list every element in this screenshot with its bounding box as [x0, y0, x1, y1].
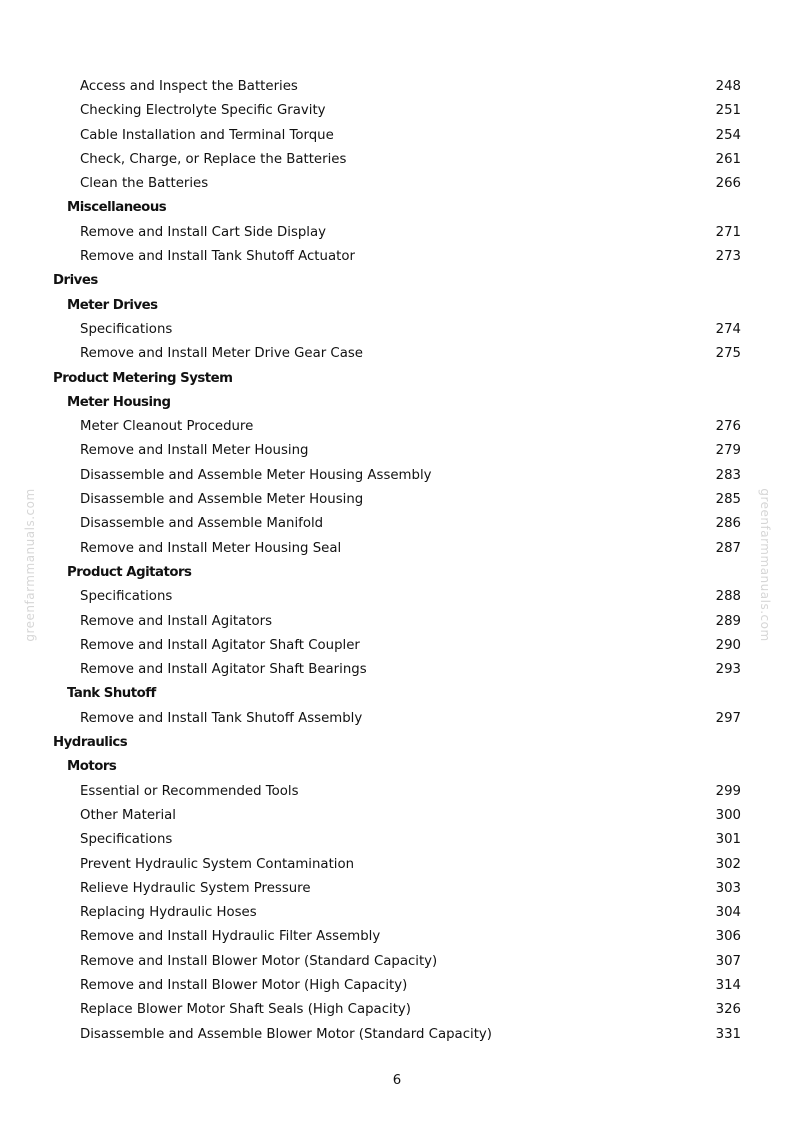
toc-entry-page-number: 304 — [715, 905, 741, 921]
toc-entry-page-number: 289 — [715, 613, 741, 629]
toc-entry[interactable] — [0, 439, 794, 463]
toc-entry[interactable] — [0, 221, 794, 245]
toc-entry-title: Disassemble and Assemble Meter Housing — [80, 492, 364, 508]
toc-entry-title: Product Metering System — [53, 370, 233, 386]
toc-entry-title: Miscellaneous — [67, 200, 167, 216]
toc-entry-page-number: 276 — [715, 419, 741, 435]
toc-entry-title: Tank Shutoff — [67, 686, 156, 702]
toc-entry-page-number: 302 — [715, 856, 741, 872]
toc-entry-title: Remove and Install Cart Side Display — [80, 224, 327, 240]
toc-entry-page-number: 287 — [715, 540, 741, 556]
toc-entry-page-number: 301 — [715, 832, 741, 848]
toc-entry[interactable] — [0, 634, 794, 658]
toc-entry-page-number: 299 — [715, 783, 741, 799]
toc-entry-page-number: 306 — [715, 929, 741, 945]
toc-entry[interactable] — [0, 99, 794, 123]
toc-entry[interactable] — [0, 172, 794, 196]
toc-entry-page-number: 261 — [715, 151, 741, 167]
toc-entry[interactable] — [0, 148, 794, 172]
toc-entry-page-number: 288 — [715, 589, 741, 605]
toc-entry[interactable] — [0, 464, 794, 488]
toc-entry[interactable] — [0, 998, 794, 1022]
toc-entry-title: Replacing Hydraulic Hoses — [80, 905, 257, 921]
watermark-left: greenfarmmanuals.com — [23, 488, 37, 642]
toc-entry-title: Essential or Recommended Tools — [80, 783, 299, 799]
toc-entry-page-number: 331 — [715, 1026, 741, 1042]
toc-entry-title: Replace Blower Motor Shaft Seals (High Capacity) — [80, 1002, 411, 1018]
toc-entry[interactable] — [0, 488, 794, 512]
toc-entry-title: Remove and Install Tank Shutoff Actuator — [80, 249, 355, 265]
toc-section-heading — [0, 731, 794, 755]
toc-entry-page-number: 279 — [715, 443, 741, 459]
toc-subsection-heading — [0, 294, 794, 318]
toc-subsection-heading — [0, 561, 794, 585]
toc-entry[interactable] — [0, 610, 794, 634]
toc-entry-title: Motors — [67, 759, 117, 775]
toc-entry-title: Specifications — [80, 589, 173, 605]
toc-entry-page-number: 283 — [715, 467, 741, 483]
toc-entry[interactable] — [0, 124, 794, 148]
toc-entry-title: Clean the Batteries — [80, 176, 209, 192]
toc-entry-page-number: 307 — [715, 953, 741, 969]
toc-entry-title: Remove and Install Blower Motor (Standard Capacity) — [80, 953, 438, 969]
toc-entry-title: Prevent Hydraulic System Contamination — [80, 856, 355, 872]
toc-entry-title: Specifications — [80, 321, 173, 337]
toc-entry-page-number: 274 — [715, 321, 741, 337]
toc-entry-page-number: 286 — [715, 516, 741, 532]
toc-entry-title: Access and Inspect the Batteries — [80, 79, 298, 94]
toc-entry-page-number: 303 — [715, 880, 741, 896]
toc-entry-title: Other Material — [80, 807, 176, 823]
toc-section-heading — [0, 269, 794, 293]
toc-entry-page-number: 285 — [715, 492, 741, 508]
toc-entry-title: Check, Charge, or Replace the Batteries — [80, 151, 347, 167]
toc-entry[interactable] — [0, 512, 794, 536]
toc-entry[interactable] — [0, 901, 794, 925]
toc-entry-page-number: 293 — [715, 662, 741, 678]
toc-entry-title: Disassemble and Assemble Blower Motor (Standard Capacity) — [80, 1026, 492, 1042]
toc-entry[interactable] — [0, 415, 794, 439]
toc-entry-title: Checking Electrolyte Specific Gravity — [80, 103, 326, 119]
toc-entry-page-number: 248 — [715, 79, 741, 94]
toc-entry-page-number: 254 — [715, 127, 741, 143]
toc-entry-title: Remove and Install Agitator Shaft Bearings — [80, 662, 367, 678]
toc-entry[interactable] — [0, 853, 794, 877]
toc-entry-title: Meter Drives — [67, 297, 158, 313]
toc-entry-title: Remove and Install Blower Motor (High Capacity) — [80, 977, 408, 993]
toc-entry-title: Remove and Install Agitator Shaft Coupler — [80, 637, 360, 653]
toc-entry-title: Remove and Install Tank Shutoff Assembly — [80, 710, 363, 726]
toc-entry-page-number: 271 — [715, 224, 741, 240]
toc-entry[interactable] — [0, 950, 794, 974]
toc-entry-title: Remove and Install Meter Housing Seal — [80, 540, 342, 556]
toc-entry[interactable] — [0, 804, 794, 828]
toc-subsection-heading — [0, 682, 794, 706]
toc-entry[interactable] — [0, 342, 794, 366]
toc-entry-title: Remove and Install Hydraulic Filter Assembly — [80, 929, 381, 945]
toc-entry[interactable] — [0, 1023, 794, 1047]
toc-entry[interactable] — [0, 925, 794, 949]
toc-subsection-heading — [0, 391, 794, 415]
toc-entry-title: Meter Housing — [67, 394, 171, 410]
toc-entry[interactable] — [0, 75, 794, 99]
toc-entry-page-number: 275 — [715, 346, 741, 362]
toc-entry-page-number: 326 — [715, 1002, 741, 1018]
toc-entry-title: Disassemble and Assemble Meter Housing Assembly — [80, 467, 432, 483]
toc-entry-title: Drives — [53, 273, 98, 289]
toc-entry-title: Disassemble and Assemble Manifold — [80, 516, 324, 532]
toc-entry-title: Hydraulics — [53, 735, 128, 751]
toc-entry[interactable] — [0, 318, 794, 342]
toc-entry[interactable] — [0, 658, 794, 682]
toc-entry-title: Cable Installation and Terminal Torque — [80, 127, 334, 143]
toc-entry[interactable] — [0, 974, 794, 998]
toc-entry[interactable] — [0, 877, 794, 901]
toc-entry-title: Remove and Install Meter Housing — [80, 443, 309, 459]
toc-entry-title: Meter Cleanout Procedure — [80, 419, 254, 435]
toc-entry-page-number: 273 — [715, 249, 741, 265]
toc-section-heading — [0, 367, 794, 391]
toc-entry[interactable] — [0, 780, 794, 804]
toc-entry[interactable] — [0, 828, 794, 852]
toc-entry-title: Remove and Install Meter Drive Gear Case — [80, 346, 363, 362]
toc-entry[interactable] — [0, 537, 794, 561]
toc-entry-page-number: 290 — [715, 637, 741, 653]
toc-entry-title: Product Agitators — [67, 564, 192, 580]
page-number: 6 — [392, 1073, 402, 1088]
toc-subsection-heading — [0, 196, 794, 220]
toc-entry[interactable] — [0, 707, 794, 731]
toc-subsection-heading — [0, 755, 794, 779]
toc-entry-title: Specifications — [80, 832, 173, 848]
toc-entry-page-number: 251 — [715, 103, 741, 119]
toc-entry-page-number: 314 — [715, 977, 741, 993]
toc-entry-page-number: 297 — [715, 710, 741, 726]
toc-entry-page-number: 266 — [715, 176, 741, 192]
toc-entry-title: Remove and Install Agitators — [80, 613, 273, 629]
toc-entry[interactable] — [0, 585, 794, 609]
table-of-contents — [0, 75, 794, 1047]
toc-entry-page-number: 300 — [715, 807, 741, 823]
watermark-right: greenfarmmanuals.com — [758, 488, 772, 642]
toc-entry-title: Relieve Hydraulic System Pressure — [80, 880, 311, 896]
toc-entry[interactable] — [0, 245, 794, 269]
